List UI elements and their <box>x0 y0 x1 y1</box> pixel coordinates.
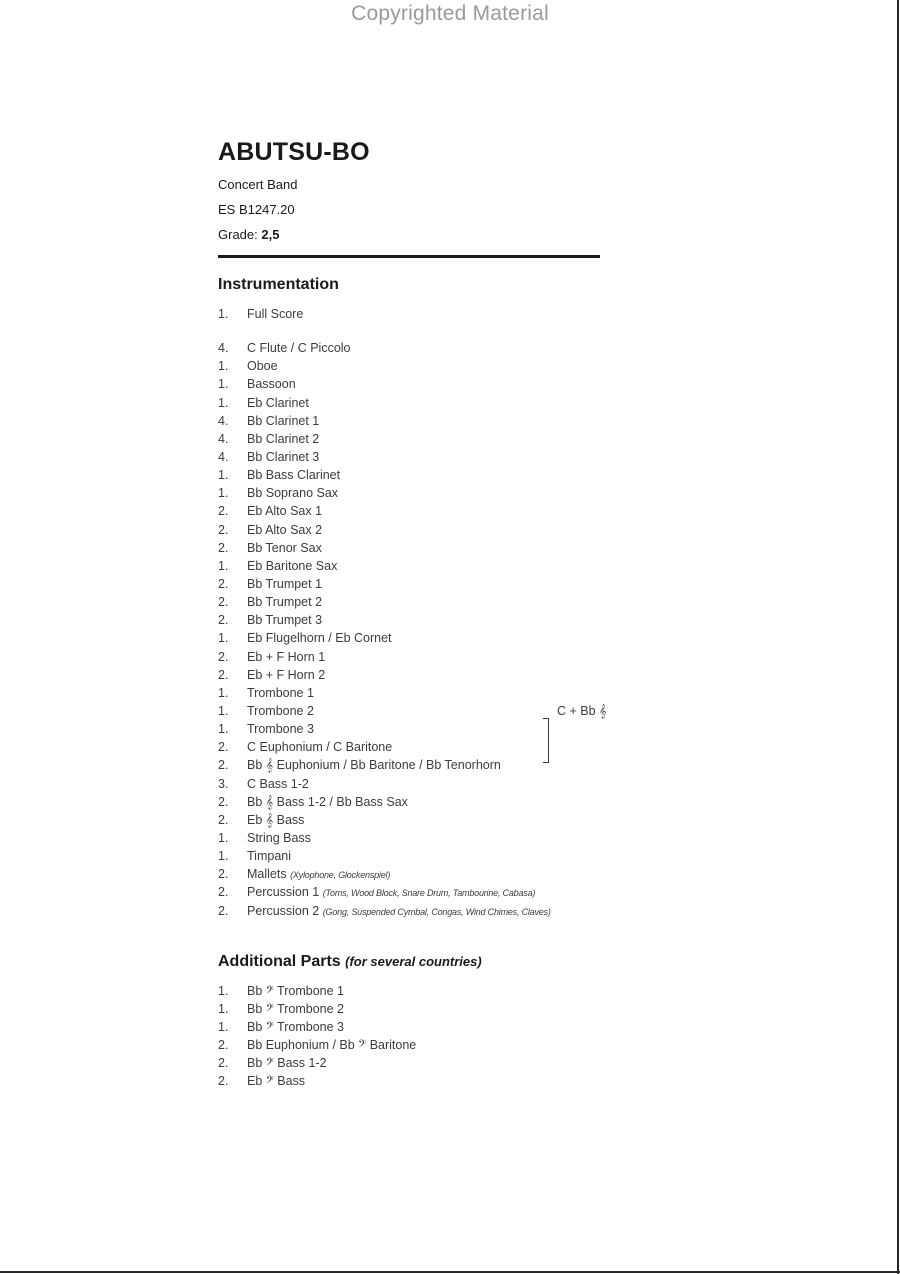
item-name <box>247 575 322 593</box>
item-name-text: Bb Clarinet 3 <box>247 449 320 464</box>
item-name-text: Trombone 2 <box>247 703 314 718</box>
list-item <box>218 375 618 393</box>
list-item <box>218 430 618 448</box>
item-qty: 1. <box>218 722 229 737</box>
item-name-text: Bb Bass Clarinet <box>247 468 341 483</box>
item-qty: 2. <box>218 649 229 664</box>
item-name-text: Bb 𝄞 Bass 1-2 / Bb Bass Sax <box>247 794 408 809</box>
item-name <box>247 793 408 811</box>
list-item <box>218 339 618 357</box>
list-item <box>218 521 618 539</box>
item-name <box>247 738 392 756</box>
list-item <box>218 811 618 829</box>
page-title: ABUTSU-BO <box>218 138 370 166</box>
frame-border-bottom <box>0 1271 900 1273</box>
item-qty: 2. <box>218 540 229 555</box>
item-name-text: Bb 𝄢 Bass 1-2 <box>247 1056 327 1071</box>
item-name <box>247 902 551 921</box>
item-name-text: Bb 𝄢 Trombone 2 <box>247 1001 344 1016</box>
item-name <box>247 829 311 847</box>
item-qty: 2. <box>218 667 229 682</box>
list-item <box>218 1072 618 1090</box>
item-name <box>247 521 322 539</box>
list-item <box>218 684 618 702</box>
item-name-text: Eb 𝄞 Bass <box>247 812 305 827</box>
item-qty: 4. <box>218 431 229 446</box>
list-item <box>218 883 618 901</box>
item-qty: 1. <box>218 703 229 718</box>
frame-border-right <box>897 0 899 1274</box>
item-name <box>247 339 351 357</box>
item-name-text: C Flute / C Piccolo <box>247 341 351 356</box>
item-name-text: Mallets <box>247 867 287 882</box>
list-item <box>218 412 618 430</box>
trombone-bracket-label: C + Bb 𝄞 <box>557 704 607 719</box>
grade-line <box>218 222 618 247</box>
item-name-text: Trombone 1 <box>247 685 314 700</box>
item-name <box>247 357 278 375</box>
item-name <box>247 484 338 502</box>
item-qty: 1. <box>218 830 229 845</box>
list-item <box>218 357 618 375</box>
additional-parts-heading <box>218 952 618 972</box>
item-name-text: Bb 𝄞 Euphonium / Bb Baritone / Bb Tenorhorn <box>247 758 501 773</box>
item-qty: 2. <box>218 1056 229 1071</box>
item-name <box>247 466 340 484</box>
list-item <box>218 611 618 629</box>
catalog-number: ES B1247.20 <box>218 202 295 217</box>
item-qty: 1. <box>218 307 229 321</box>
item-qty: 2. <box>218 794 229 809</box>
item-name-text: Eb Clarinet <box>247 395 309 410</box>
item-qty: 4. <box>218 341 229 356</box>
item-name-text: Oboe <box>247 359 278 374</box>
item-qty: 2. <box>218 1038 229 1053</box>
list-item <box>218 448 618 466</box>
item-qty: 2. <box>218 758 229 773</box>
item-name-text: String Bass <box>247 830 311 845</box>
item-name-text: Eb Flugelhorn / Eb Cornet <box>247 631 392 646</box>
list-item <box>218 847 618 865</box>
item-qty: 2. <box>218 1074 229 1089</box>
trombone-bracket <box>543 718 549 763</box>
meta-block <box>218 172 618 247</box>
item-note: (Toms, Wood Block, Snare Drum, Tambourine, Cabasa) <box>322 888 536 899</box>
item-name <box>247 502 322 520</box>
item-name <box>247 883 535 902</box>
item-qty: 2. <box>218 504 229 519</box>
item-name <box>247 1072 305 1090</box>
list-item <box>218 982 618 1000</box>
additional-heading-text: Additional Parts <box>218 952 341 970</box>
item-qty: 1. <box>218 377 229 392</box>
item-name <box>247 720 314 738</box>
item-name <box>247 1054 327 1072</box>
item-qty: 2. <box>218 576 229 591</box>
item-name-text: Bb Trumpet 2 <box>247 595 323 610</box>
item-name-text: Bb Euphonium / Bb 𝄢 Baritone <box>247 1038 417 1053</box>
additional-parts-list <box>218 982 618 1091</box>
item-name-text: Bb 𝄢 Trombone 1 <box>247 983 344 998</box>
item-qty: 1. <box>218 1001 229 1016</box>
item-name-text: Trombone 3 <box>247 722 314 737</box>
item-qty: 4. <box>218 413 229 428</box>
item-qty: 1. <box>218 359 229 374</box>
list-item <box>218 720 618 738</box>
item-qty: 2. <box>218 812 229 827</box>
item-name-text: C Bass 1-2 <box>247 776 309 791</box>
item-qty: 1. <box>218 685 229 700</box>
list-item <box>218 1036 618 1054</box>
item-name <box>247 865 390 884</box>
item-name <box>247 648 325 666</box>
item-name <box>247 412 319 430</box>
item-qty: 1. <box>218 849 229 864</box>
watermark: Copyrighted Material <box>351 2 549 25</box>
item-name-text: Bb 𝄢 Trombone 3 <box>247 1019 344 1034</box>
item-name-text: Eb Baritone Sax <box>247 558 338 573</box>
list-item <box>218 902 618 920</box>
item-qty: 2. <box>218 613 229 628</box>
item-name-text: Eb + F Horn 1 <box>247 649 326 664</box>
item-name <box>247 811 304 829</box>
item-name-text: Percussion 1 <box>247 885 320 900</box>
item-name <box>247 611 322 629</box>
item-name-text: Eb Alto Sax 2 <box>247 522 323 537</box>
list-item <box>218 593 618 611</box>
item-qty: 2. <box>218 903 229 918</box>
item-name <box>247 684 314 702</box>
item-name-text: Bassoon <box>247 377 296 392</box>
item-name <box>247 375 296 393</box>
item-name <box>247 756 501 774</box>
list-item <box>218 865 618 883</box>
list-item <box>218 557 618 575</box>
item-name-text: Percussion 2 <box>247 903 320 918</box>
list-item <box>218 666 618 684</box>
item-name <box>247 629 392 647</box>
item-qty: 1. <box>218 983 229 998</box>
list-item <box>218 756 618 774</box>
item-name-text: Bb Clarinet 1 <box>247 413 320 428</box>
item-name-text: Bb Soprano Sax <box>247 486 339 501</box>
item-name-text: Bb Trumpet 3 <box>247 613 323 628</box>
list-item <box>218 1000 618 1018</box>
item-qty: 4. <box>218 449 229 464</box>
grade-label: Grade: <box>218 227 258 242</box>
item-qty: 2. <box>218 740 229 755</box>
instrumentation-list <box>218 305 618 920</box>
item-qty: 1. <box>218 631 229 646</box>
item-name <box>247 1000 344 1018</box>
item-name <box>247 847 291 865</box>
item-name <box>247 539 322 557</box>
item-name <box>247 430 319 448</box>
item-qty: 1. <box>218 558 229 573</box>
list-item <box>218 793 618 811</box>
list-item <box>218 394 618 412</box>
item-qty: 1. <box>218 486 229 501</box>
item-qty: 1. <box>218 468 229 483</box>
item-qty: 3. <box>218 776 229 791</box>
list-gap <box>218 323 618 339</box>
item-qty: 1. <box>218 395 229 410</box>
list-item <box>218 484 618 502</box>
item-name: Full Score <box>247 307 304 321</box>
item-qty: 2. <box>218 867 229 882</box>
item-name-text: C Euphonium / C Baritone <box>247 740 393 755</box>
list-item <box>218 575 618 593</box>
item-name <box>247 775 309 793</box>
item-name <box>247 593 322 611</box>
item-qty: 2. <box>218 885 229 900</box>
document-content <box>218 137 618 1090</box>
item-qty: 2. <box>218 522 229 537</box>
item-name-text: Bb Trumpet 1 <box>247 576 323 591</box>
list-item <box>218 539 618 557</box>
item-name <box>247 982 344 1000</box>
item-name <box>247 448 319 466</box>
item-name-text: Bb Clarinet 2 <box>247 431 320 446</box>
ensemble-type: Concert Band <box>218 177 298 192</box>
divider-rule <box>218 255 600 258</box>
additional-subheading: (for several countries) <box>345 953 482 969</box>
item-note: (Gong, Suspended Cymbal, Congas, Wind Chimes, Claves) <box>322 906 551 917</box>
item-name <box>247 557 337 575</box>
list-item <box>218 648 618 666</box>
list-item-full-score <box>218 305 618 323</box>
item-name <box>247 702 314 720</box>
item-name-text: Timpani <box>247 849 291 864</box>
list-item <box>218 502 618 520</box>
item-name-text: Bb Tenor Sax <box>247 540 322 555</box>
item-name <box>247 394 309 412</box>
item-name <box>247 1036 416 1054</box>
list-item <box>218 1018 618 1036</box>
item-qty: 2. <box>218 595 229 610</box>
list-item <box>218 466 618 484</box>
item-name-text: Eb Alto Sax 1 <box>247 504 323 519</box>
list-item <box>218 829 618 847</box>
item-qty: 1. <box>218 1019 229 1034</box>
item-note: (Xylophone, Glockenspiel) <box>290 870 391 881</box>
list-item <box>218 629 618 647</box>
grade-value: 2,5 <box>261 227 280 242</box>
item-name-text: Eb + F Horn 2 <box>247 667 326 682</box>
list-item <box>218 1054 618 1072</box>
instrumentation-heading: Instrumentation <box>218 276 339 293</box>
item-name <box>247 1018 344 1036</box>
item-name-text: Eb 𝄢 Bass <box>247 1074 306 1089</box>
list-item <box>218 738 618 756</box>
item-name <box>247 666 325 684</box>
list-item <box>218 775 618 793</box>
